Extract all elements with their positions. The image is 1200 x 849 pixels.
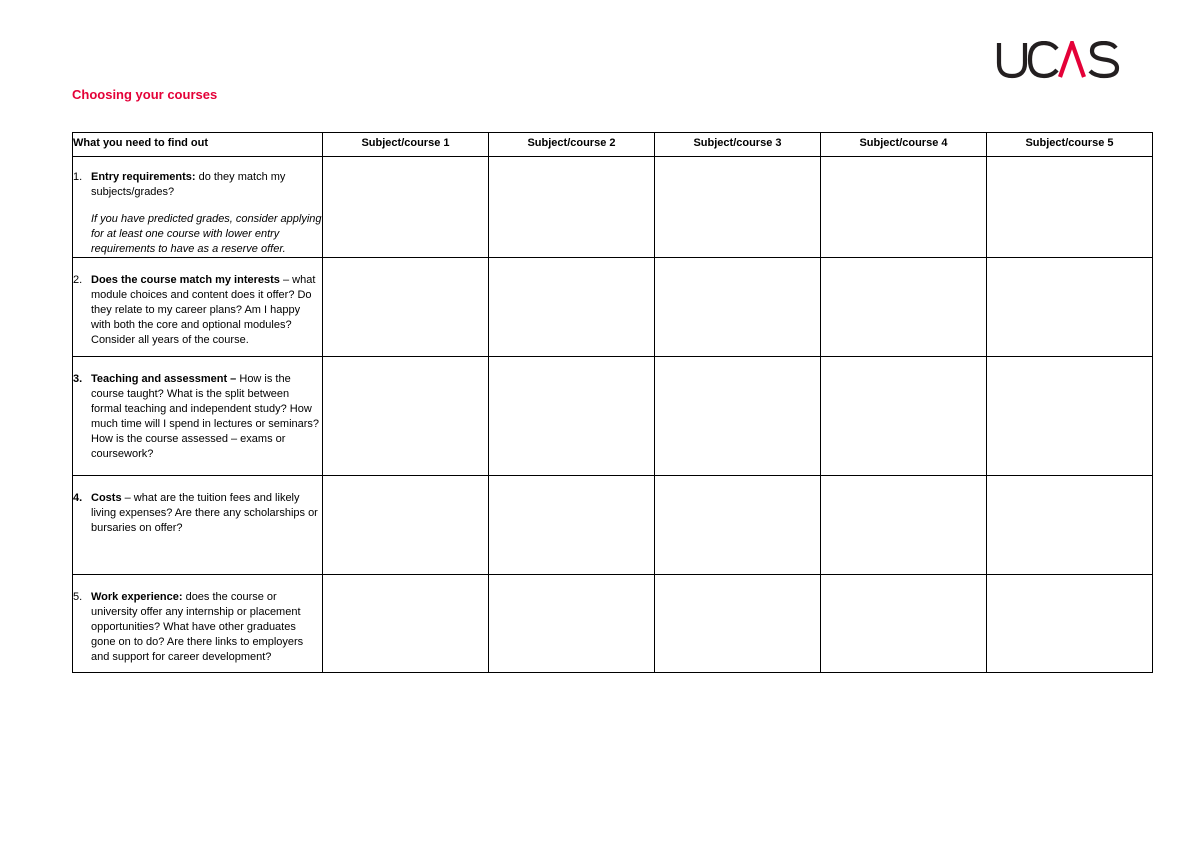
- answer-cell-3[interactable]: [655, 575, 821, 673]
- item-number: 5.: [73, 591, 83, 603]
- answer-cell-2[interactable]: [489, 157, 655, 258]
- item-heading: Costs: [91, 492, 122, 504]
- item-heading: Work experience:: [91, 591, 183, 603]
- answer-cell-4[interactable]: [821, 258, 987, 357]
- item-text: – what are the tuition fees and likely living expenses? Are there any scholarships or bursaries on offer?: [91, 492, 318, 534]
- header-row: [73, 133, 1153, 157]
- ucas-logo: [996, 41, 1122, 79]
- answer-cell-3[interactable]: [655, 357, 821, 476]
- answer-cell-2[interactable]: [489, 258, 655, 357]
- answer-cell-2[interactable]: [489, 357, 655, 476]
- item-text: – what module choices and content does it offer? Do they relate to my career plans? Am I happy with both the core and optional modules? Consider all years of the course.: [91, 274, 316, 346]
- table-row: [73, 357, 1153, 476]
- table-row: [73, 157, 1153, 258]
- item-note: If you have predicted grades, consider applying for at least one course with lower entry requirements to have as a reserve offer.: [91, 213, 322, 255]
- answer-cell-1[interactable]: [323, 157, 489, 258]
- answer-cell-4[interactable]: [821, 357, 987, 476]
- item-text: do they match my subjects/grades?: [91, 171, 286, 198]
- item-number: 1.: [73, 171, 83, 183]
- item-text: does the course or university offer any internship or placement opportunities? What have other graduates gone on to do? Are there links to employers and support for career development?: [91, 591, 304, 663]
- item-number: 3.: [73, 373, 83, 385]
- answer-cell-1[interactable]: [323, 575, 489, 673]
- item-heading: Teaching and assessment –: [91, 373, 237, 385]
- answer-cell-3[interactable]: [655, 258, 821, 357]
- answer-cell-4[interactable]: [821, 476, 987, 575]
- header-question: What you need to find out: [73, 133, 323, 157]
- item-heading: Does the course match my interests: [91, 274, 280, 286]
- course-comparison-table: [72, 132, 1153, 673]
- answer-cell-2[interactable]: [489, 476, 655, 575]
- answer-cell-1[interactable]: [323, 476, 489, 575]
- table-row: [73, 258, 1153, 357]
- answer-cell-5[interactable]: [987, 258, 1153, 357]
- question-cell: [73, 476, 323, 575]
- table-row: [73, 575, 1153, 673]
- answer-cell-5[interactable]: [987, 476, 1153, 575]
- item-number: 4.: [73, 492, 83, 504]
- page-title: Choosing your courses: [72, 87, 218, 102]
- ucas-logo-graphic: [996, 41, 1122, 79]
- question-cell: [73, 575, 323, 673]
- answer-cell-2[interactable]: [489, 575, 655, 673]
- item-text: How is the course taught? What is the split between formal teaching and independent study? How much time will I spend in lectures or seminars? How is the course assessed – exams or coursework?: [91, 373, 320, 460]
- answer-cell-3[interactable]: [655, 476, 821, 575]
- question-cell: [73, 357, 323, 476]
- header-subject-4: Subject/course 4: [821, 133, 987, 157]
- answer-cell-1[interactable]: [323, 357, 489, 476]
- table-row: [73, 476, 1153, 575]
- item-heading: Entry requirements:: [91, 171, 196, 183]
- answer-cell-5[interactable]: [987, 575, 1153, 673]
- answer-cell-5[interactable]: [987, 357, 1153, 476]
- header-subject-3: Subject/course 3: [655, 133, 821, 157]
- item-number: 2.: [73, 274, 83, 286]
- answer-cell-5[interactable]: [987, 157, 1153, 258]
- header-subject-5: Subject/course 5: [987, 133, 1153, 157]
- header-subject-2: Subject/course 2: [489, 133, 655, 157]
- question-cell: [73, 258, 323, 357]
- question-cell: [73, 157, 323, 258]
- header-subject-1: Subject/course 1: [323, 133, 489, 157]
- answer-cell-3[interactable]: [655, 157, 821, 258]
- answer-cell-4[interactable]: [821, 575, 987, 673]
- answer-cell-4[interactable]: [821, 157, 987, 258]
- answer-cell-1[interactable]: [323, 258, 489, 357]
